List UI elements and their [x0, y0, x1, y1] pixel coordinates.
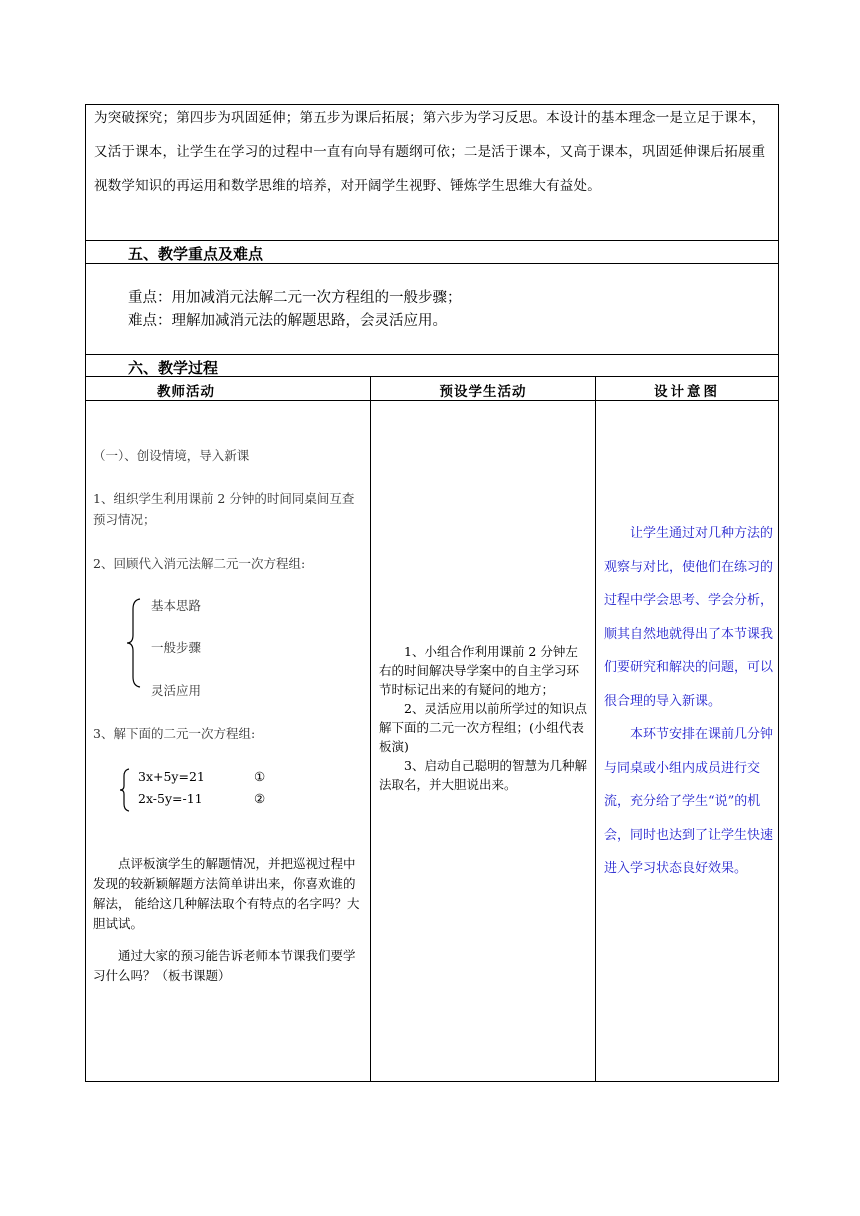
- equation-2: 2x-5y=-11: [138, 791, 203, 806]
- header-divider: [86, 400, 778, 401]
- brace-item-3: 灵活应用: [151, 683, 202, 698]
- intent-paragraph-2: 本环节安排在课前几分钟与同桌或小组内成员进行交流，充分给了学生“说”的机会，同时也达到了让学生快速进入学习状态良好效果。: [604, 727, 774, 876]
- process-table: [85, 376, 779, 1082]
- design-intent: [604, 517, 774, 886]
- column-divider-1: [370, 376, 371, 1081]
- student-item-2: 2、灵活应用以前所学过的知识点解下面的二元一次方程组；(小组代表板演): [379, 701, 587, 754]
- header-teacher: 教师活动: [157, 384, 215, 400]
- key-point-text: 重点：用加减消元法解二元一次方程组的一般步骤；: [128, 290, 462, 306]
- equation-2-mark: ②: [254, 791, 266, 806]
- intro-box: [85, 104, 779, 241]
- teacher-comment: 点评板演学生的解题情况，并把巡视过程中发现的较新颖解题方法简单讲出来，你喜欢谁的解法， 能给这几种解法取个有特点的名字吗？大胆试试。: [93, 856, 360, 931]
- section5-content-box: [85, 263, 779, 355]
- teacher-question: 通过大家的预习能告诉老师本节课我们要学习什么吗？（板书课题）: [93, 948, 356, 983]
- teacher-step-title: （一）、创设情境，导入新课: [93, 448, 250, 463]
- section6-title-row: [85, 354, 779, 377]
- left-brace-icon: [126, 597, 142, 689]
- teacher-item-1: 1、组织学生利用课前 2 分钟的时间同桌间互查预习情况；: [93, 491, 355, 527]
- teacher-item-3: 3、解下面的二元一次方程组:: [93, 726, 256, 741]
- teacher-item-2: 2、回顾代入消元法解二元一次方程组:: [93, 556, 306, 571]
- section5-title: 五、教学重点及难点: [128, 245, 264, 263]
- student-activity-list: [379, 642, 587, 794]
- student-item-3: 3、启动自己聪明的智慧为几种解法取名，并大胆说出来。: [379, 758, 587, 792]
- equation-1: 3x+5y=21: [138, 769, 205, 784]
- intent-paragraph-1: 让学生通过对几种方法的观察与对比，使他们在练习的过程中学会思考、学会分析，顺其自然地就得出了本节课我们要研究和解决的问题，可以很合理的导入新课。: [604, 526, 774, 709]
- brace-item-2: 一般步骤: [151, 640, 202, 655]
- brace-item-1: 基本思路: [151, 598, 202, 613]
- equation-brace-icon: [119, 768, 131, 812]
- difficulty-text: 难点：理解加减消元法的解题思路，会灵活应用。: [128, 313, 447, 329]
- intro-paragraph: 为突破探究；第四步为巩固延伸；第五步为课后拓展；第六步为学习反思。本设计的基本理念一是立足于课本，又活于课本，让学生在学习的过程中一直有向导有题纲可依；二是活于课本，又高于课本，巩固延伸课后拓展重视数学知识的再运用和数学思维的培养，对开阔学生视野、锤炼学生思维大有益处。: [94, 110, 766, 194]
- header-intent: 设计意图: [654, 384, 720, 400]
- section5-title-row: [85, 240, 779, 264]
- header-student: 预设学生活动: [439, 384, 527, 400]
- equation-1-mark: ①: [254, 769, 266, 784]
- column-divider-2: [595, 376, 596, 1081]
- student-item-1: 1、小组合作利用课前 2 分钟左右的时间解决导学案中的自主学习环节时标记出来的有疑问的地方；: [379, 644, 580, 697]
- section6-title: 六、教学过程: [128, 359, 219, 377]
